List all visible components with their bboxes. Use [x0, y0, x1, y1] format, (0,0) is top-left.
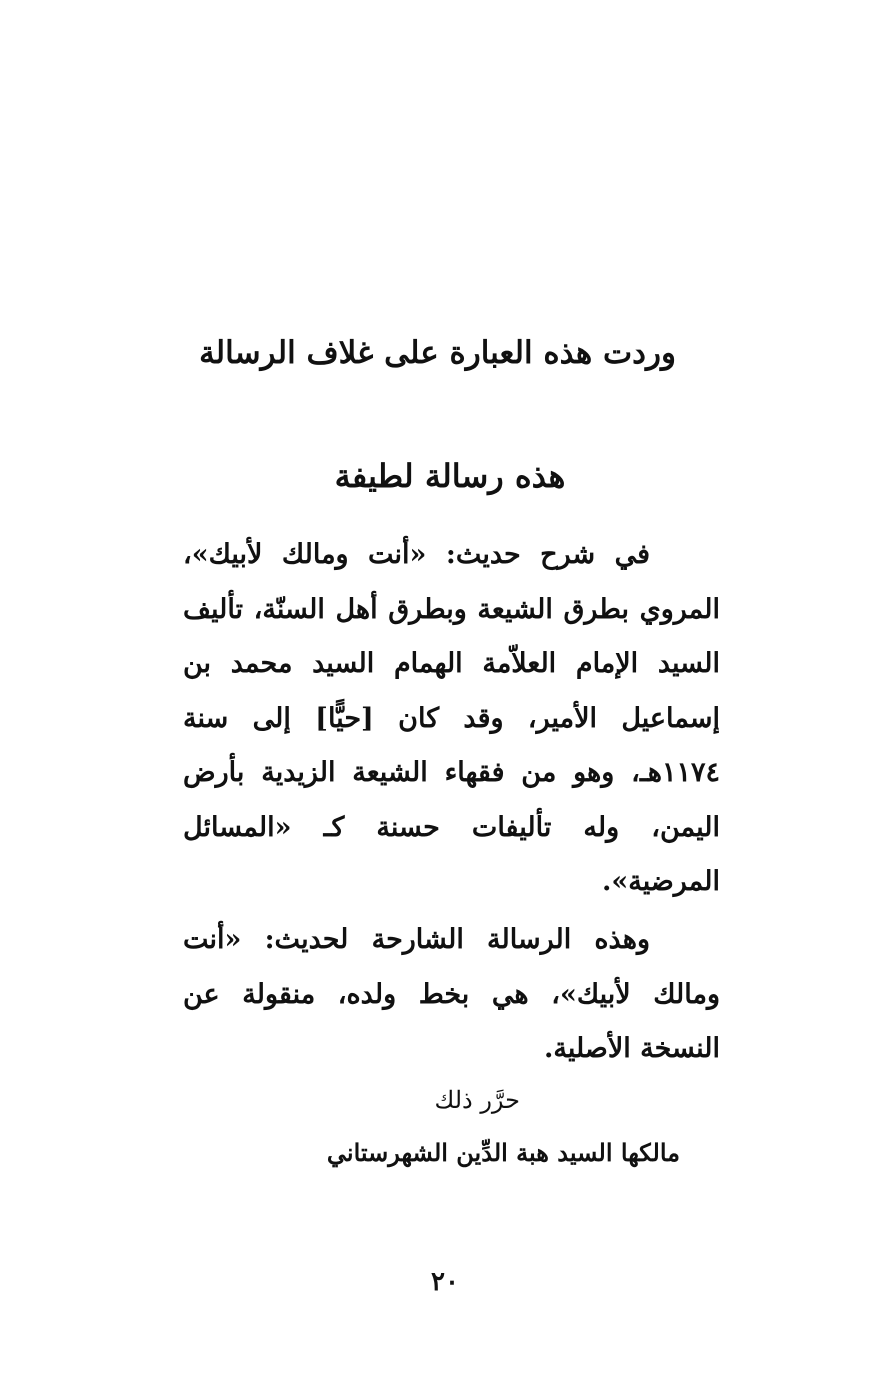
signature-line-1: [140, 1080, 680, 1120]
signature-owner-name: مالكها السيد هبة الدِّين الشهرستاني: [326, 1138, 680, 1167]
body-paragraph-2: وهذه الرسالة الشارحة لحديث: «أنت ومالك لأبيك»، هي بخط ولده، منقولة عن النسخة الأصلية.: [183, 924, 720, 1064]
signature-line-2: [140, 1133, 680, 1173]
signature-written-by: حرَّر ذلك: [434, 1086, 520, 1114]
body-paragraph-1: في شرح حديث: «أنت ومالك لأبيك»، المروي بطرق الشيعة وبطرق أهل السنّة، تأليف السيد الإمام العلاّمة الهمام السيد محمد بن إسماعيل الأمير، وقد كان [حيًّا] إلى سنة ١١٧٤هـ، وهو من فقهاء الشيعة الزيدية بأرض اليمن، وله تأليفات حسنة كـ «المسائل المرضية».: [183, 539, 720, 897]
page-heading: وردت هذه العبارة على غلاف الرسالة: [199, 335, 676, 371]
page-number: ٢٠: [431, 1267, 459, 1297]
treatise-title: هذه رسالة لطيفة: [334, 457, 566, 495]
